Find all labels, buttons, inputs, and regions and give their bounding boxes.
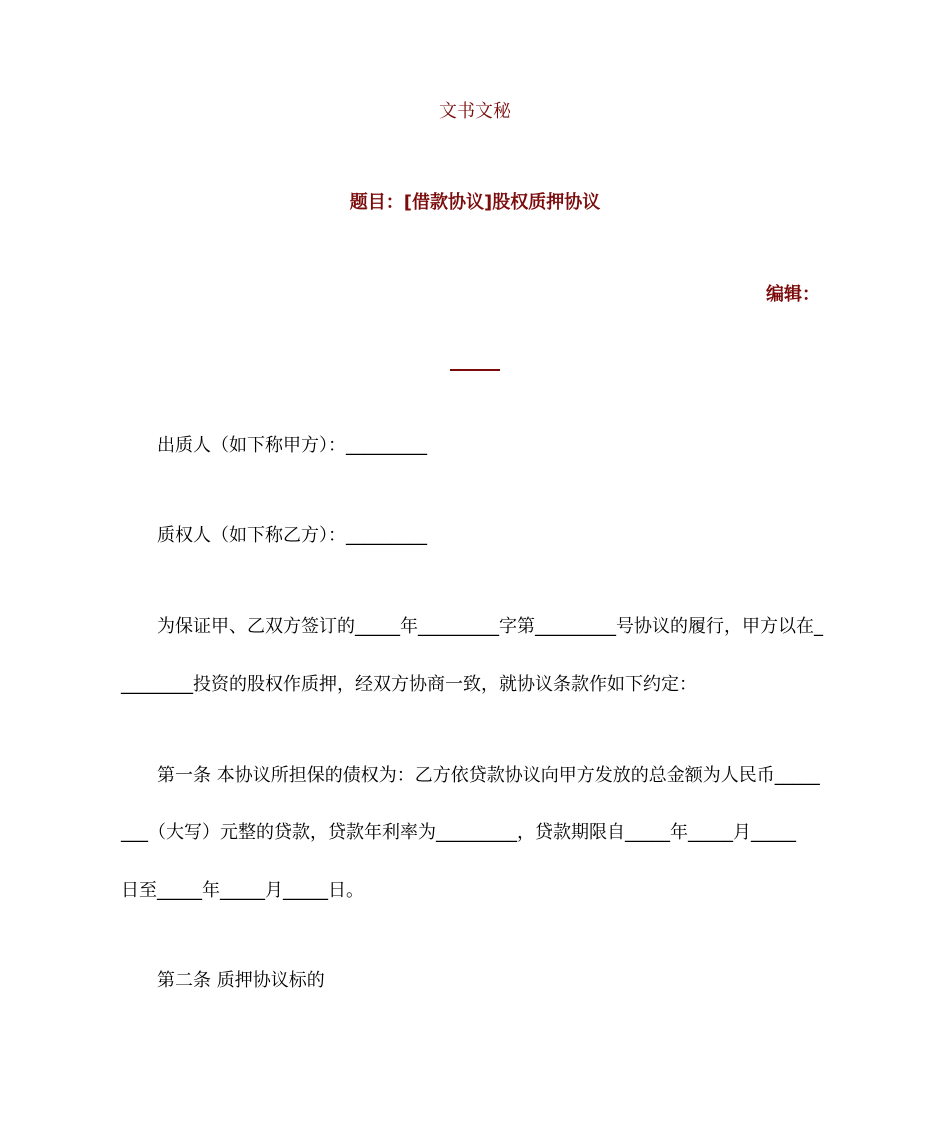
pledgor-line: 出质人（如下称甲方）：_________ — [157, 435, 427, 456]
pledgee-line: 质权人（如下称乙方）：_________ — [157, 525, 427, 546]
preamble-line-1: 为保证甲、乙双方签订的_____年_________字第_________号协议的履行，甲方以在_ — [157, 616, 823, 637]
article-1-line-1: 第一条 本协议所担保的债权为：乙方依贷款协议向甲方发放的总金额为人民币_____ — [157, 765, 820, 786]
preamble-line-2: ________投资的股权作质押，经双方协商一致，就协议条款作如下约定： — [121, 674, 697, 695]
article-2-heading: 第二条 质押协议标的 — [157, 970, 325, 991]
document-title: 题目：[借款协议]股权质押协议 — [349, 192, 601, 213]
article-1-line-3: 日至_____年_____月_____日。 — [121, 880, 364, 901]
article-1-line-2: ___（大写）元整的贷款，贷款年利率为_________，贷款期限自_____年_____月_____ — [121, 822, 796, 843]
editor-underline — [450, 369, 500, 371]
header-label: 文书文秘 — [439, 101, 511, 122]
editor-label: 编辑： — [766, 284, 820, 305]
